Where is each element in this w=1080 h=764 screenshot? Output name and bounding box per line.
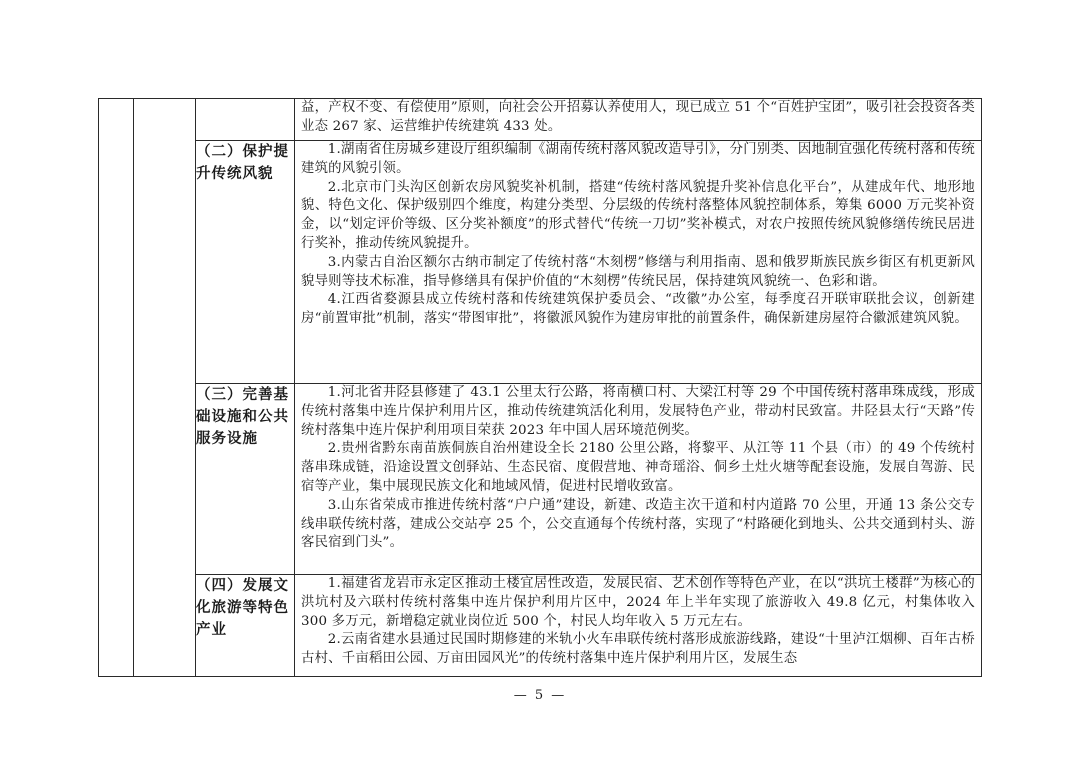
table-row [99,384,982,575]
content-cell [295,384,982,575]
category-cell [196,141,295,384]
blank-column-2 [134,99,196,677]
case-paragraph: 2.北京市门头沟区创新农房风貌奖补机制，搭建“传统村落风貌提升奖补信息化平台”，从建成年代、地形地貌、特色文化、保护级别四个维度，构建分类型、分层级的传统村落整体风貌控制体系，筹集 6000 万元奖补资金，以“划定评价等级、区分奖补额度”的形式替代“传统一刀切”奖补模式，对农户按照传统风貌修缮传统民居进行奖补，推动传统风貌提升。 [301,179,975,251]
content-cell [295,99,982,141]
case-paragraph: 3.内蒙古自治区额尔古纳市制定了传统村落“木刻楞”修缮与利用指南、恩和俄罗斯族民族乡街区有机更新风貌导则等技术标准，指导修缮具有保护价值的“木刻楞”传统民居，保持建筑风貌统一、色彩和谐。 [301,254,975,289]
page-number: — 5 — [513,688,567,703]
category-cell [196,384,295,575]
category-label: （三）完善基础设施和公共服务设施 [196,386,289,447]
case-paragraph: 益，产权不变、有偿使用”原则，向社会公开招募认养使用人，现已成立 51 个“百姓护宝团”，吸引社会投资各类业态 267 家、运营维护传统建筑 433 处。 [301,100,975,134]
case-paragraph: 2.贵州省黔东南苗族侗族自治州建设全长 2180 公里公路，将黎平、从江等 11 个县（市）的 49 个传统村落串珠成链，沿途设置文创驿站、生态民宿、度假营地、神奇瑶浴、侗乡土灶火塘等配套设施，发展自驾游、民宿等产业，集中展现民族文化和地域风情，促进村民增收致富。 [301,441,975,494]
category-cell [196,575,295,677]
category-label: （四）发展文化旅游等特色产业 [196,577,289,638]
case-paragraph: 3.山东省荣成市推进传统村落“户户通”建设，新建、改造主次干道和村内道路 70 公里，开通 13 条公交专线串联传统村落，建成公交站亭 25 个，公交直通每个传统村落，实现了“村路硬化到地头、公共交通到村头、游客民宿到门头”。 [301,497,975,551]
case-paragraph: 1.福建省龙岩市永定区推动土楼宜居性改造，发展民宿、艺术创作等特色产业，在以“洪坑土楼群”为核心的洪坑村及六联村传统村落集中连片保护利用片区中，2024 年上半年实现了旅游收入 49.8 亿元，村集体收入 300 多万元，新增稳定就业岗位近 500 个，村民人均年收入 5 万元左右。 [301,576,975,629]
table-row [99,575,982,677]
category-label: （二）保护提升传统风貌 [196,143,289,182]
blank-column-1 [99,99,134,677]
case-paragraph: 2.云南省建水县通过民国时期修建的米轨小火车串联传统村落形成旅游线路，建设“十里泸江烟柳、百年古桥古村、千亩稻田公园、万亩田园风光”的传统村落集中连片保护利用片区，发展生态 [301,632,975,667]
content-cell [295,575,982,677]
content-cell [295,141,982,384]
category-cell [196,99,295,141]
case-paragraph: 4.江西省婺源县成立传统村落和传统建筑保护委员会、“改徽”办公室，每季度召开联审联批会议，创新建房“前置审批”机制，落实“带图审批”，将徽派风貌作为建房审批的前置条件，确保新建房屋符合徽派建筑风貌。 [301,292,975,327]
table-row [99,99,982,141]
table-row [99,141,982,384]
case-table [98,98,982,677]
case-paragraph: 1.湖南省住房城乡建设厅组织编制《湖南传统村落风貌改造导引》，分门别类、因地制宜强化传统村落和传统建筑的风貌引领。 [301,142,975,176]
case-paragraph: 1.河北省井陉县修建了 43.1 公里太行公路，将南横口村、大梁江村等 29 个中国传统村落串珠成线，形成传统村落集中连片保护利用片区，推动传统建筑活化利用，发展特色产业，带动村民致富。井陉县太行“天路”传统村落集中连片保护利用项目荣获 2023 年中国人居环境范例奖。 [301,385,975,438]
